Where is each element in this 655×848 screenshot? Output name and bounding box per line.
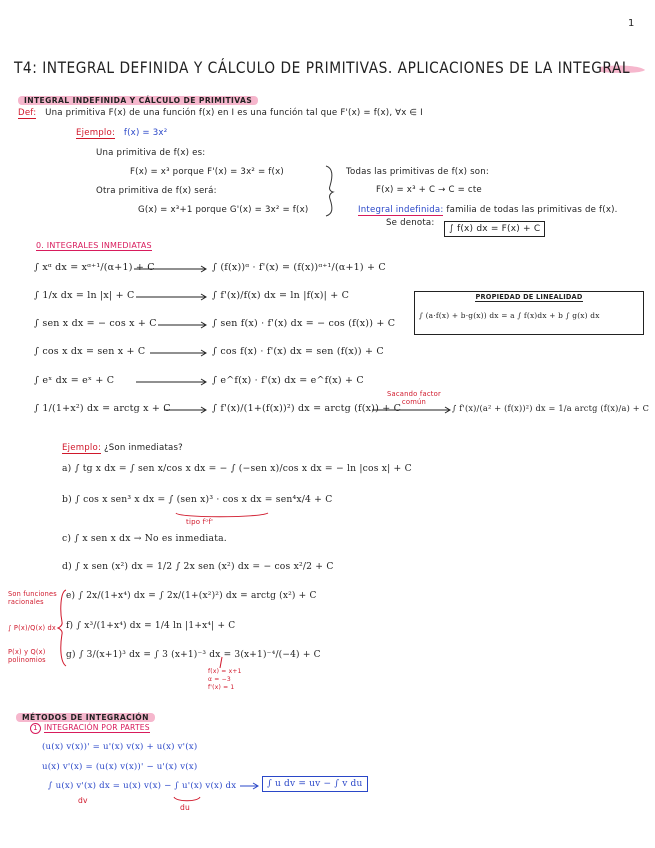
- example1-line2: F(x) = x³ porque F'(x) = 3x² = f(x): [130, 167, 284, 177]
- partes-result: ∫ u dv = uv − ∫ v du: [262, 776, 368, 792]
- metodos-heading: MÉTODOS DE INTEGRACIÓN: [16, 713, 155, 722]
- example1-right1: Todas las primitivas de f(x) son:: [346, 167, 489, 177]
- por-partes-heading: [30, 723, 150, 734]
- indefinite-text2: Se denota:: [386, 218, 435, 228]
- section-heading: INTEGRAL INDEFINIDA Y CÁLCULO DE PRIMITIVAS: [18, 96, 258, 105]
- section-metodos: [16, 705, 155, 724]
- example2-g-notes: [208, 668, 242, 692]
- example1-line4: G(x) = x³+1 porque G'(x) = 3x² = f(x): [138, 205, 309, 215]
- example2-e: e) ∫ 2x/(1+x⁴) dx = ∫ 2x/(1+(x²)²) dx = arctg (x²) + C: [66, 591, 317, 601]
- page-title: T4: INTEGRAL DEFINIDA Y CÁLCULO DE PRIMITIVAS. APLICACIONES DE LA INTEGRAL: [14, 58, 631, 77]
- linealidad-title: PROPIEDAD DE LINEALIDAD: [475, 293, 583, 301]
- g-note-1: f(x) = x+1: [208, 668, 242, 675]
- inmediata-right-4: ∫ e^f(x) · f'(x) dx = e^f(x) + C: [212, 375, 364, 386]
- example2-label: Ejemplo:: [62, 443, 102, 453]
- por-partes-title: INTEGRACIÓN POR PARTES: [44, 723, 150, 732]
- inmediata-right-5: ∫ f'(x)/(1+(f(x))²) dx = arctg (f(x)) + C: [212, 403, 402, 414]
- example2-b: b) ∫ cos x sen³ x dx = ∫ (sen x)³ · cos x dx = sen⁴x/4 + C: [62, 494, 333, 505]
- example2-a: a) ∫ tg x dx = ∫ sen x/cos x dx = − ∫ (−sen x)/cos x dx = − ln |cos x| + C: [62, 463, 412, 474]
- example2-b-note: tipo fᵅf': [186, 518, 214, 526]
- inmediatas-heading: 0. INTEGRALES INMEDIATAS: [36, 241, 152, 250]
- partes-du: du: [180, 803, 191, 812]
- side-note-3: P(x) y Q(x) polinomios: [8, 648, 46, 664]
- example2-question: ¿Son inmediatas?: [104, 443, 183, 453]
- partes-line3: ∫ u(x) v'(x) dx = u(x) v(x) − ∫ u'(x) v(x) dx: [48, 781, 237, 791]
- inmediata-right-2: ∫ sen f(x) · f'(x) dx = − cos (f(x)) + C: [212, 318, 396, 329]
- side-note-1: Son funciones racionales: [8, 590, 57, 606]
- example2-header: [62, 443, 183, 453]
- example1-label: Ejemplo:: [76, 128, 116, 138]
- partes-line1: (u(x) v(x))' = u'(x) v(x) + u(x) v'(x): [42, 742, 198, 752]
- partes-line2: u(x) v'(x) = (u(x) v(x))' − u'(x) v(x): [42, 762, 198, 772]
- inmediata-left-3: ∫ cos x dx = sen x + C: [34, 346, 146, 357]
- linealidad-formula: ∫ (a·f(x) + b·g(x)) dx = a ∫ f(x)dx + b ∫ g(x) dx: [419, 311, 600, 320]
- brace-mark: [326, 166, 333, 216]
- partes-dv: dv: [78, 796, 88, 805]
- tipo-underline: [176, 513, 268, 517]
- inmediata-right-0: ∫ (f(x))ᵅ · f'(x) = (f(x))ᵅ⁺¹/(α+1) + C: [212, 262, 386, 273]
- example2-c: c) ∫ x sen x dx → No es inmediata.: [62, 533, 227, 544]
- example1-right2: F(x) = x³ + C → C = cte: [376, 185, 482, 195]
- inmediata-left-4: ∫ eˣ dx = eˣ + C: [34, 375, 115, 386]
- definition: [18, 108, 423, 118]
- inmediata-left-0: ∫ xᵅ dx = xᵅ⁺¹/(α+1) + C: [34, 262, 155, 273]
- inmediata-left-5: ∫ 1/(1+x²) dx = arctg x + C: [34, 403, 171, 414]
- indefinite-box: ∫ f(x) dx = F(x) + C: [444, 221, 545, 237]
- por-partes-number: 1: [30, 723, 41, 734]
- example2-f: f) ∫ x³/(1+x⁴) dx = 1/4 ln |1+x⁴| + C: [66, 621, 236, 631]
- result-arrow: [240, 783, 258, 789]
- page-number: 1: [628, 18, 635, 29]
- linealidad-box: [414, 291, 644, 335]
- g-note-2: α = −3: [208, 676, 231, 683]
- factor-comun-formula: ∫ f'(x)/(a² + (f(x))²) dx = 1/a arctg (f(x)/a) + C: [452, 403, 650, 413]
- definition-text: Una primitiva F(x) de una función f(x) en I es una función tal que F'(x) = f(x), ∀x ∈ I: [45, 108, 423, 118]
- example2-g: g) ∫ 3/(x+1)³ dx = ∫ 3 (x+1)⁻³ dx = 3(x+1)⁻⁴/(−4) + C: [66, 650, 321, 660]
- title-wrap: [14, 58, 634, 77]
- inmediata-right-1: ∫ f'(x)/f(x) dx = ln |f(x)| + C: [212, 290, 350, 301]
- example1-header: [76, 128, 167, 138]
- factor-comun-note: Sacando factor común: [386, 390, 442, 406]
- side-note-2: ∫ P(x)/Q(x) dx: [8, 624, 56, 632]
- inmediata-left-1: ∫ 1/x dx = ln |x| + C: [34, 290, 135, 301]
- section-integral-indefinida: [18, 88, 258, 107]
- indefinite-label: Integral indefinida:: [358, 205, 444, 215]
- example1-line3: Otra primitiva de f(x) será:: [96, 186, 217, 196]
- indefinite-integral-def: [358, 205, 618, 215]
- example2-d: d) ∫ x sen (x²) dx = 1/2 ∫ 2x sen (x²) dx = − cos x²/2 + C: [62, 561, 334, 572]
- inmediata-right-3: ∫ cos f(x) · f'(x) dx = sen (f(x)) + C: [212, 346, 384, 357]
- g-note-3: f'(x) = 1: [208, 684, 235, 691]
- du-brace: [174, 797, 200, 801]
- definition-label: Def:: [18, 108, 37, 118]
- indefinite-text: familia de todas las primitivas de f(x).: [446, 205, 618, 215]
- example1-fx: f(x) = 3x²: [123, 128, 168, 138]
- inmediata-left-2: ∫ sen x dx = − cos x + C: [34, 318, 157, 329]
- example1-line1: Una primitiva de f(x) es:: [96, 148, 206, 158]
